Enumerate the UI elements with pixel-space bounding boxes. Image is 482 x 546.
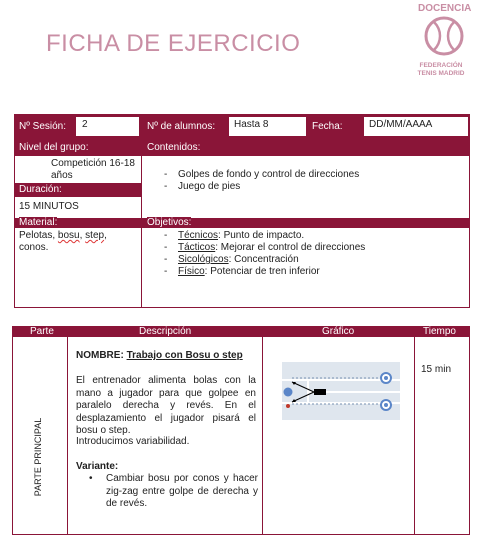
contents-list xyxy=(160,169,460,193)
exercise-time: 15 min xyxy=(421,364,452,375)
court-diagram xyxy=(282,362,400,420)
session-label: Nº Sesión: xyxy=(19,121,67,132)
coach-icon xyxy=(314,389,326,395)
objective-item: - Físico: Potenciar de tren inferior xyxy=(160,266,460,278)
exercise-description-2: Introducimos variabilidad. xyxy=(76,436,190,447)
page-title: FICHA DE EJERCICIO xyxy=(46,30,301,57)
contents-item: - Juego de pies xyxy=(160,181,460,193)
duration-label: Duración: xyxy=(19,184,62,195)
students-label: Nº de alumnos: xyxy=(147,121,216,132)
tennis-ball-logo-icon xyxy=(420,14,468,62)
exercise-description: El entrenador alimenta bolas con la mano a jugador para que golpee en paralelo derecha y revés. En el desplazamiento el jugador pisará el bosu o step. xyxy=(76,375,256,436)
target-icon xyxy=(384,403,388,407)
variant-item: • Cambiar bosu por conos y hacer zig-zag entre golpe de derecha y de revés. xyxy=(89,473,258,509)
material-band xyxy=(14,218,470,228)
table-divider-3 xyxy=(414,337,415,535)
header-time: Tiempo xyxy=(423,326,456,337)
player-icon xyxy=(284,388,293,397)
duration-value: 15 MINUTOS xyxy=(19,201,79,212)
federation-label: FEDERACIÓN TENIS MADRID xyxy=(417,62,465,77)
students-value: Hasta 8 xyxy=(229,117,306,136)
part-label: PARTE PRINCIPAL xyxy=(33,417,43,497)
docencia-label: DOCENCIA xyxy=(418,3,472,14)
objective-item: - Sicológicos: Concentración xyxy=(160,254,460,266)
table-divider-2 xyxy=(262,337,263,535)
table-header-band xyxy=(12,326,470,337)
material-text-e: , conos. xyxy=(19,230,107,253)
header-part: Parte xyxy=(30,326,54,337)
variant-label: Variante: xyxy=(76,461,119,472)
date-value: DD/MM/AAAA xyxy=(364,117,468,136)
material-text-d: step xyxy=(85,230,105,241)
exercise-name: NOMBRE: Trabajo con Bosu o step xyxy=(76,350,243,361)
objectives-label: Objetivos: xyxy=(147,217,192,228)
group-value: Competición 16-18 años xyxy=(51,158,135,181)
material-label: Material: xyxy=(19,217,58,228)
contents-label: Contenidos: xyxy=(147,142,201,153)
table-divider-1 xyxy=(67,337,68,535)
bullet-icon: • xyxy=(89,473,93,484)
material-text-a: Pelotas, xyxy=(19,230,58,241)
objective-item: - Técnicos: Punto de impacto. xyxy=(160,230,460,242)
group-label: Nivel del grupo: xyxy=(19,142,89,153)
objectives-list xyxy=(160,230,460,278)
date-label: Fecha: xyxy=(312,121,343,132)
objective-item: - Tácticos: Mejorar el control de direcciones xyxy=(160,242,460,254)
header-graphic: Gráfico xyxy=(322,326,355,337)
session-value: 2 xyxy=(76,117,139,136)
header-description: Descripción xyxy=(139,326,192,337)
cone-icon xyxy=(286,404,290,408)
material-text-b: bosu xyxy=(57,230,80,241)
info-divider xyxy=(141,156,142,308)
target-icon xyxy=(384,376,388,380)
contents-item: - Golpes de fondo y control de direcciones xyxy=(160,169,460,181)
material-text-c: , xyxy=(79,230,86,241)
material-value xyxy=(19,230,137,254)
